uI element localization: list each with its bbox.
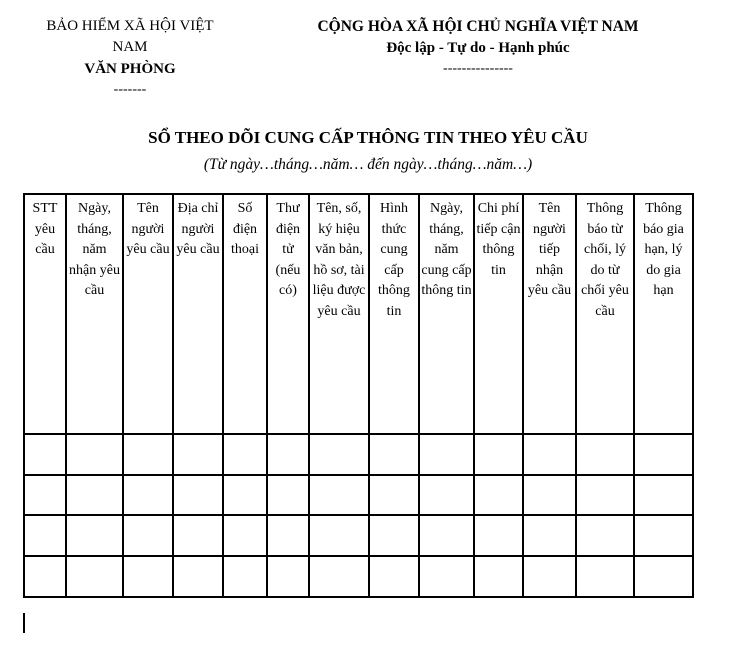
table-cell[interactable] <box>223 515 267 556</box>
org-header <box>28 16 232 97</box>
column-header-6: Thư điện tử (nếu có) <box>267 194 309 434</box>
table-cell[interactable] <box>173 556 223 597</box>
table-cell[interactable] <box>576 434 634 475</box>
org-name: BẢO HIỂM XÃ HỘI VIỆT NAM <box>46 18 214 55</box>
document-title: SỔ THEO DÕI CUNG CẤP THÔNG TIN THEO YÊU CẦU <box>148 128 588 147</box>
table-cell[interactable] <box>24 434 66 475</box>
table-cell[interactable] <box>66 434 123 475</box>
column-header-9: Ngày, tháng, năm cung cấp thông tin <box>419 194 474 434</box>
table-cell[interactable] <box>309 556 369 597</box>
table-row <box>24 515 693 556</box>
column-header-5: Số điện thoại <box>223 194 267 434</box>
table-header-row <box>24 194 693 434</box>
table-cell[interactable] <box>309 515 369 556</box>
column-header-4: Địa chỉ người yêu cầu <box>173 194 223 434</box>
table-cell[interactable] <box>66 515 123 556</box>
table-cell[interactable] <box>419 515 474 556</box>
table-cell[interactable] <box>474 515 523 556</box>
table-row <box>24 556 693 597</box>
table-cell[interactable] <box>634 434 693 475</box>
table-cell[interactable] <box>309 434 369 475</box>
table-cell[interactable] <box>523 475 576 516</box>
table-cell[interactable] <box>369 475 419 516</box>
table-row <box>24 434 693 475</box>
table-cell[interactable] <box>173 475 223 516</box>
column-header-10: Chi phí tiếp cận thông tin <box>474 194 523 434</box>
table-cell[interactable] <box>223 434 267 475</box>
table-cell[interactable] <box>576 475 634 516</box>
table-row <box>24 475 693 516</box>
table-cell[interactable] <box>634 475 693 516</box>
table-cell[interactable] <box>369 556 419 597</box>
table-cell[interactable] <box>523 515 576 556</box>
table-cell[interactable] <box>267 515 309 556</box>
table-cell[interactable] <box>474 475 523 516</box>
column-header-12: Thông báo từ chối, lý do từ chối yêu cầu <box>576 194 634 434</box>
table-cell[interactable] <box>419 475 474 516</box>
table-cell[interactable] <box>173 515 223 556</box>
tracking-table <box>23 193 694 598</box>
table-cell[interactable] <box>634 515 693 556</box>
table-cell[interactable] <box>123 475 173 516</box>
table-cell[interactable] <box>523 556 576 597</box>
table-cell[interactable] <box>66 556 123 597</box>
column-header-8: Hình thức cung cấp thông tin <box>369 194 419 434</box>
table-cell[interactable] <box>576 556 634 597</box>
national-header <box>268 16 688 76</box>
table-cell[interactable] <box>123 434 173 475</box>
table-cell[interactable] <box>369 434 419 475</box>
table-cell[interactable] <box>123 556 173 597</box>
table-cell[interactable] <box>173 434 223 475</box>
table-cell[interactable] <box>24 515 66 556</box>
column-header-11: Tên người tiếp nhận yêu cầu <box>523 194 576 434</box>
column-header-1: STT yêu cầu <box>24 194 66 434</box>
table-cell[interactable] <box>634 556 693 597</box>
table-cell[interactable] <box>309 475 369 516</box>
national-title: CỘNG HÒA XÃ HỘI CHỦ NGHĨA VIỆT NAM <box>317 18 639 35</box>
table-cell[interactable] <box>66 475 123 516</box>
table-cell[interactable] <box>24 556 66 597</box>
table-cell[interactable] <box>576 515 634 556</box>
column-header-2: Ngày, tháng, năm nhận yêu cầu <box>66 194 123 434</box>
table-cell[interactable] <box>123 515 173 556</box>
table-cell[interactable] <box>223 475 267 516</box>
org-unit: VĂN PHÒNG <box>84 61 176 77</box>
table-cell[interactable] <box>419 434 474 475</box>
table-cell[interactable] <box>223 556 267 597</box>
motto-divider-dashes: --------------- <box>443 61 513 76</box>
table-cell[interactable] <box>523 434 576 475</box>
document-subtitle: (Từ ngày…tháng…năm… đến ngày…tháng…năm…) <box>203 156 533 173</box>
national-motto: Độc lập - Tự do - Hạnh phúc <box>386 40 570 56</box>
table-cell[interactable] <box>474 434 523 475</box>
table-cell[interactable] <box>474 556 523 597</box>
table-cell[interactable] <box>24 475 66 516</box>
text-cursor <box>23 613 25 633</box>
table-cell[interactable] <box>369 515 419 556</box>
column-header-7: Tên, số, ký hiệu văn bản, hồ sơ, tài liệu được yêu cầu <box>309 194 369 434</box>
org-divider-dashes: ------- <box>113 82 147 97</box>
table-cell[interactable] <box>419 556 474 597</box>
column-header-13: Thông báo gia hạn, lý do gia hạn <box>634 194 693 434</box>
column-header-3: Tên người yêu cầu <box>123 194 173 434</box>
table-cell[interactable] <box>267 434 309 475</box>
table-cell[interactable] <box>267 475 309 516</box>
table-cell[interactable] <box>267 556 309 597</box>
